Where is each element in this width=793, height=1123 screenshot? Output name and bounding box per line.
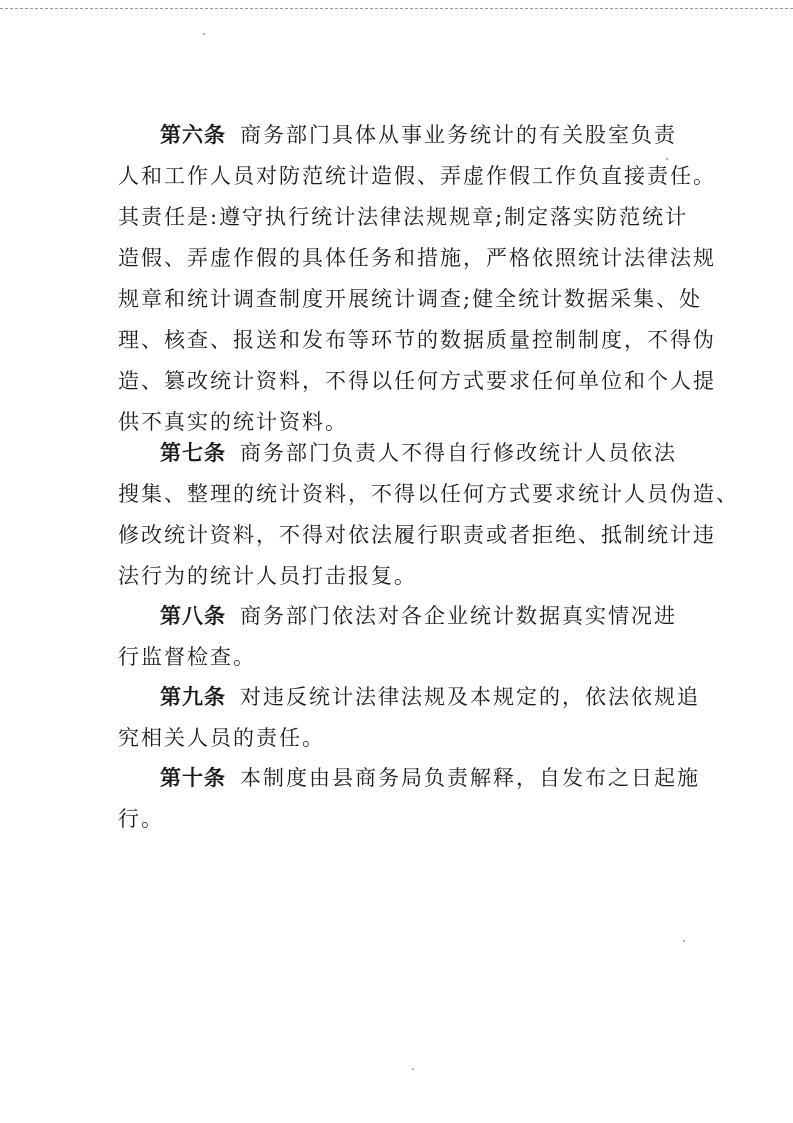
article-text: 商务部门依法对各企业统计数据真实情况进: [240, 604, 677, 628]
scan-speck: [412, 1068, 414, 1070]
article-9: [118, 677, 700, 759]
article-text: 对违反统计法律法规及本规定的，依法依规追: [240, 685, 700, 709]
article-number: 第六条: [160, 123, 226, 147]
article-line: [118, 115, 678, 156]
article-line: 行监督检查。: [118, 645, 256, 669]
article-line: 法行为的统计人员打击报复。: [118, 564, 417, 588]
article-text: 商务部门负责人不得自行修改统计人员依法: [240, 441, 677, 465]
article-line: 造假、弄虚作假的具体任务和措施，严格依照统计法律法规: [118, 246, 716, 270]
article-line: 其责任是:遵守执行统计法律法规规章;制定落实防范统计: [118, 205, 689, 229]
article-line: 供不真实的统计资料。: [118, 410, 348, 434]
article-number: 第九条: [160, 685, 226, 709]
article-line: 修改统计资料，不得对依法履行职责或者拒绝、抵制统计违: [118, 523, 716, 547]
article-text: 商务部门具体从事业务统计的有关股室负责: [240, 123, 677, 147]
scan-speck: [203, 33, 205, 35]
article-line: 行。: [118, 807, 164, 831]
article-line: 规章和统计调查制度开展统计调查;健全统计数据采集、处: [118, 287, 703, 311]
article-7: [118, 433, 739, 597]
article-number: 第八条: [160, 604, 226, 628]
article-8: [118, 596, 678, 678]
article-line: 究相关人员的责任。: [118, 726, 325, 750]
article-text: 本制度由县商务局负责解释，自发布之日起施: [240, 766, 700, 790]
article-10: [118, 758, 700, 840]
article-6: [118, 115, 716, 443]
article-number: 第十条: [160, 766, 226, 790]
article-line: [118, 596, 678, 637]
article-line: 造、篡改统计资料，不得以任何方式要求任何单位和个人提: [118, 369, 716, 393]
scan-speck: [683, 940, 685, 942]
article-number: 第七条: [160, 441, 226, 465]
article-line: [118, 758, 700, 799]
article-line: 理、核查、报送和发布等环节的数据质量控制制度，不得伪: [118, 328, 716, 352]
article-line: 搜集、整理的统计资料，不得以任何方式要求统计人员伪造、: [118, 482, 739, 506]
article-line: 人和工作人员对防范统计造假、弄虚作假工作负直接责任。: [118, 164, 716, 188]
article-line: [118, 433, 678, 474]
article-line: [118, 677, 700, 718]
scan-edge-line: [0, 8, 793, 9]
